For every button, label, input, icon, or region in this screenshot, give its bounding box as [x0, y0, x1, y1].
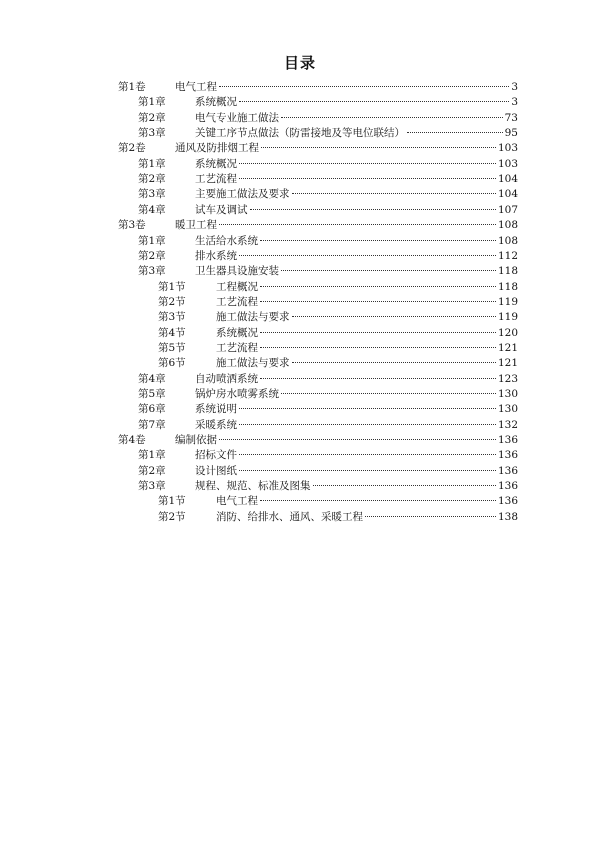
toc-entry-page-number: 132 — [497, 418, 518, 431]
toc-entry-label: 电气专业施工做法 — [195, 111, 279, 124]
dot-leader — [260, 239, 496, 241]
toc-entry-page-number: 130 — [497, 388, 518, 400]
toc-entry-number: 第6章 — [138, 403, 166, 416]
toc-entry-number: 第4章 — [138, 372, 166, 385]
toc-entry-page-number: 104 — [497, 173, 518, 186]
dot-leader — [239, 177, 496, 179]
toc-entry-label: 施工做法与要求 — [216, 357, 290, 370]
toc-entry[interactable] — [138, 234, 518, 248]
toc-entry-number: 第4卷 — [118, 434, 146, 447]
toc-entry-label: 电气工程 — [216, 495, 258, 508]
toc-entry-page-number: 130 — [497, 403, 518, 416]
toc-entry[interactable] — [158, 295, 518, 309]
toc-entry-page-number: 3 — [511, 96, 518, 109]
toc-entry[interactable] — [138, 249, 518, 263]
toc-entry-label: 生活给水系统 — [195, 234, 258, 247]
dot-leader — [260, 499, 496, 501]
toc-entry[interactable] — [118, 80, 518, 94]
toc-entry[interactable] — [158, 510, 518, 524]
toc-entry-label: 系统概况 — [195, 157, 237, 170]
dot-leader — [281, 392, 496, 394]
toc-entry-number: 第1章 — [138, 234, 166, 247]
toc-entry-page-number: 136 — [497, 495, 518, 508]
toc-entry[interactable] — [138, 464, 518, 478]
toc-entry-page-number: 119 — [497, 311, 518, 324]
toc-entry-page-number: 108 — [497, 234, 518, 247]
toc-entry-number: 第4节 — [158, 326, 186, 339]
toc-entry-label: 锅炉房水喷雾系统 — [195, 388, 279, 400]
dot-leader — [239, 100, 509, 102]
toc-entry-label: 施工做法与要求 — [216, 311, 290, 324]
dot-leader — [239, 453, 496, 455]
toc-entry-number: 第2章 — [138, 464, 166, 477]
toc-entry-page-number: 121 — [497, 357, 518, 370]
dot-leader — [239, 254, 496, 256]
toc-entry-number: 第5章 — [138, 388, 166, 400]
toc-entry-label: 试车及调试 — [195, 203, 248, 216]
dot-leader — [250, 208, 496, 210]
toc-entry-number: 第2节 — [158, 295, 186, 308]
toc-entry[interactable] — [138, 448, 518, 462]
toc-entry-number: 第4章 — [138, 203, 166, 216]
dot-leader — [365, 515, 496, 517]
toc-entry-number: 第7章 — [138, 418, 166, 431]
toc-entry-label: 编制依据 — [175, 434, 217, 447]
toc-entry-number: 第2章 — [138, 249, 166, 262]
toc-entry-label: 工艺流程 — [195, 173, 237, 186]
toc-entry-page-number: 119 — [497, 295, 518, 308]
toc-entry[interactable] — [138, 387, 518, 401]
toc-entry-page-number: 104 — [497, 188, 518, 201]
toc-entry-number: 第1章 — [138, 449, 166, 462]
toc-entry-label: 电气工程 — [175, 81, 217, 93]
dot-leader — [260, 285, 496, 287]
dot-leader — [407, 131, 503, 133]
dot-leader — [261, 146, 496, 148]
toc-entry-page-number: 107 — [497, 203, 518, 216]
toc-entry-page-number: 103 — [497, 157, 518, 170]
toc-entry-label: 通风及防排烟工程 — [175, 142, 259, 155]
toc-entry[interactable] — [138, 187, 518, 201]
toc-entry-page-number: 138 — [497, 510, 518, 523]
toc-entry-number: 第1章 — [138, 96, 166, 109]
toc-entry-label: 系统说明 — [195, 403, 237, 416]
dot-leader — [219, 438, 496, 440]
toc-entry[interactable] — [138, 402, 518, 416]
toc-entry-page-number: 136 — [497, 480, 518, 493]
toc-entry-label: 消防、给排水、通风、采暖工程 — [216, 510, 363, 523]
dot-leader — [313, 484, 496, 486]
toc-entry-page-number: 136 — [497, 464, 518, 477]
toc-entry-label: 系统概况 — [216, 326, 258, 339]
dot-leader — [219, 85, 509, 87]
toc-entry-number: 第6节 — [158, 357, 186, 370]
toc-entry-label: 排水系统 — [195, 249, 237, 262]
toc-entry-page-number: 120 — [497, 326, 518, 339]
toc-entry[interactable] — [138, 95, 518, 109]
toc-entry-number: 第3卷 — [118, 219, 146, 232]
toc-entry[interactable] — [138, 172, 518, 186]
toc-entry-label: 暖卫工程 — [175, 219, 217, 232]
toc-entry-label: 关键工序节点做法（防雷接地及等电位联结） — [195, 127, 405, 140]
dot-leader — [260, 377, 496, 379]
dot-leader — [239, 407, 496, 409]
toc-entry-label: 工艺流程 — [216, 341, 258, 354]
dot-leader — [219, 223, 496, 225]
toc-entry-label: 主要施工做法及要求 — [195, 188, 290, 201]
toc-entry-label: 系统概况 — [195, 96, 237, 109]
toc-entry-number: 第1章 — [138, 157, 166, 170]
toc-entry-label: 采暖系统 — [195, 418, 237, 431]
toc-entry-number: 第3章 — [138, 127, 166, 140]
page-title: 目录 — [283, 54, 316, 72]
toc-entry[interactable] — [118, 141, 518, 155]
dot-leader — [281, 269, 496, 271]
dot-leader — [281, 116, 503, 118]
toc-entry[interactable] — [118, 218, 518, 232]
dot-leader — [260, 300, 496, 302]
toc-entry-number: 第3节 — [158, 311, 186, 324]
toc-entry-page-number: 103 — [497, 142, 518, 155]
dot-leader — [239, 469, 496, 471]
dot-leader — [292, 315, 496, 317]
dot-leader — [239, 423, 496, 425]
toc-entry-label: 设计图纸 — [195, 464, 237, 477]
toc-entry-label: 自动喷洒系统 — [195, 372, 258, 385]
toc-entry-page-number: 136 — [497, 434, 518, 447]
toc-entry-number: 第2卷 — [118, 142, 146, 155]
toc-entry-page-number: 108 — [497, 219, 518, 232]
toc-entry-label: 规程、规范、标准及图集 — [195, 480, 311, 493]
toc-entry[interactable] — [158, 310, 518, 324]
toc-entry-number: 第5节 — [158, 341, 186, 354]
toc-entry-page-number: 118 — [497, 265, 518, 278]
toc-entry-number: 第3章 — [138, 265, 166, 278]
toc-entry[interactable] — [158, 494, 518, 508]
dot-leader — [260, 331, 496, 333]
toc-entry-label: 工程概况 — [216, 280, 258, 293]
toc-entry[interactable] — [138, 157, 518, 171]
toc-entry-number: 第1节 — [158, 495, 186, 508]
dot-leader — [292, 192, 496, 194]
toc-entry[interactable] — [138, 126, 518, 140]
toc-entry-number: 第2章 — [138, 173, 166, 186]
toc-entry-page-number: 123 — [497, 372, 518, 385]
toc-entry[interactable] — [138, 479, 518, 493]
toc-entry-number: 第1节 — [158, 280, 186, 293]
toc-entry[interactable] — [158, 356, 518, 370]
toc-entry-page-number: 112 — [497, 249, 518, 262]
toc-entry[interactable] — [158, 280, 518, 294]
dot-leader — [260, 346, 496, 348]
toc-entry[interactable] — [158, 326, 518, 340]
toc-entry-number: 第1卷 — [118, 81, 146, 93]
dot-leader — [239, 162, 496, 164]
toc-entry-page-number: 136 — [497, 449, 518, 462]
toc-entry[interactable] — [118, 433, 518, 447]
toc-entry[interactable] — [138, 111, 518, 125]
toc-entry-label: 招标文件 — [195, 449, 237, 462]
toc-entry-page-number: 3 — [511, 81, 518, 93]
toc-entry-page-number: 95 — [504, 127, 518, 140]
toc-entry-page-number: 73 — [504, 111, 518, 124]
toc-entry-number: 第2节 — [158, 510, 186, 523]
toc-entry[interactable] — [138, 372, 518, 386]
toc-entry-page-number: 118 — [497, 280, 518, 293]
toc-entry[interactable] — [138, 203, 518, 217]
toc-entry-label: 工艺流程 — [216, 295, 258, 308]
toc-entry-label: 卫生器具设施安装 — [195, 265, 279, 278]
toc-entry-number: 第3章 — [138, 188, 166, 201]
dot-leader — [292, 361, 496, 363]
toc-entry[interactable] — [138, 418, 518, 432]
toc-entry-number: 第3章 — [138, 480, 166, 493]
toc-entry[interactable] — [138, 264, 518, 278]
toc-entry-page-number: 121 — [497, 341, 518, 354]
toc-entry[interactable] — [158, 341, 518, 355]
toc-entry-number: 第2章 — [138, 111, 166, 124]
